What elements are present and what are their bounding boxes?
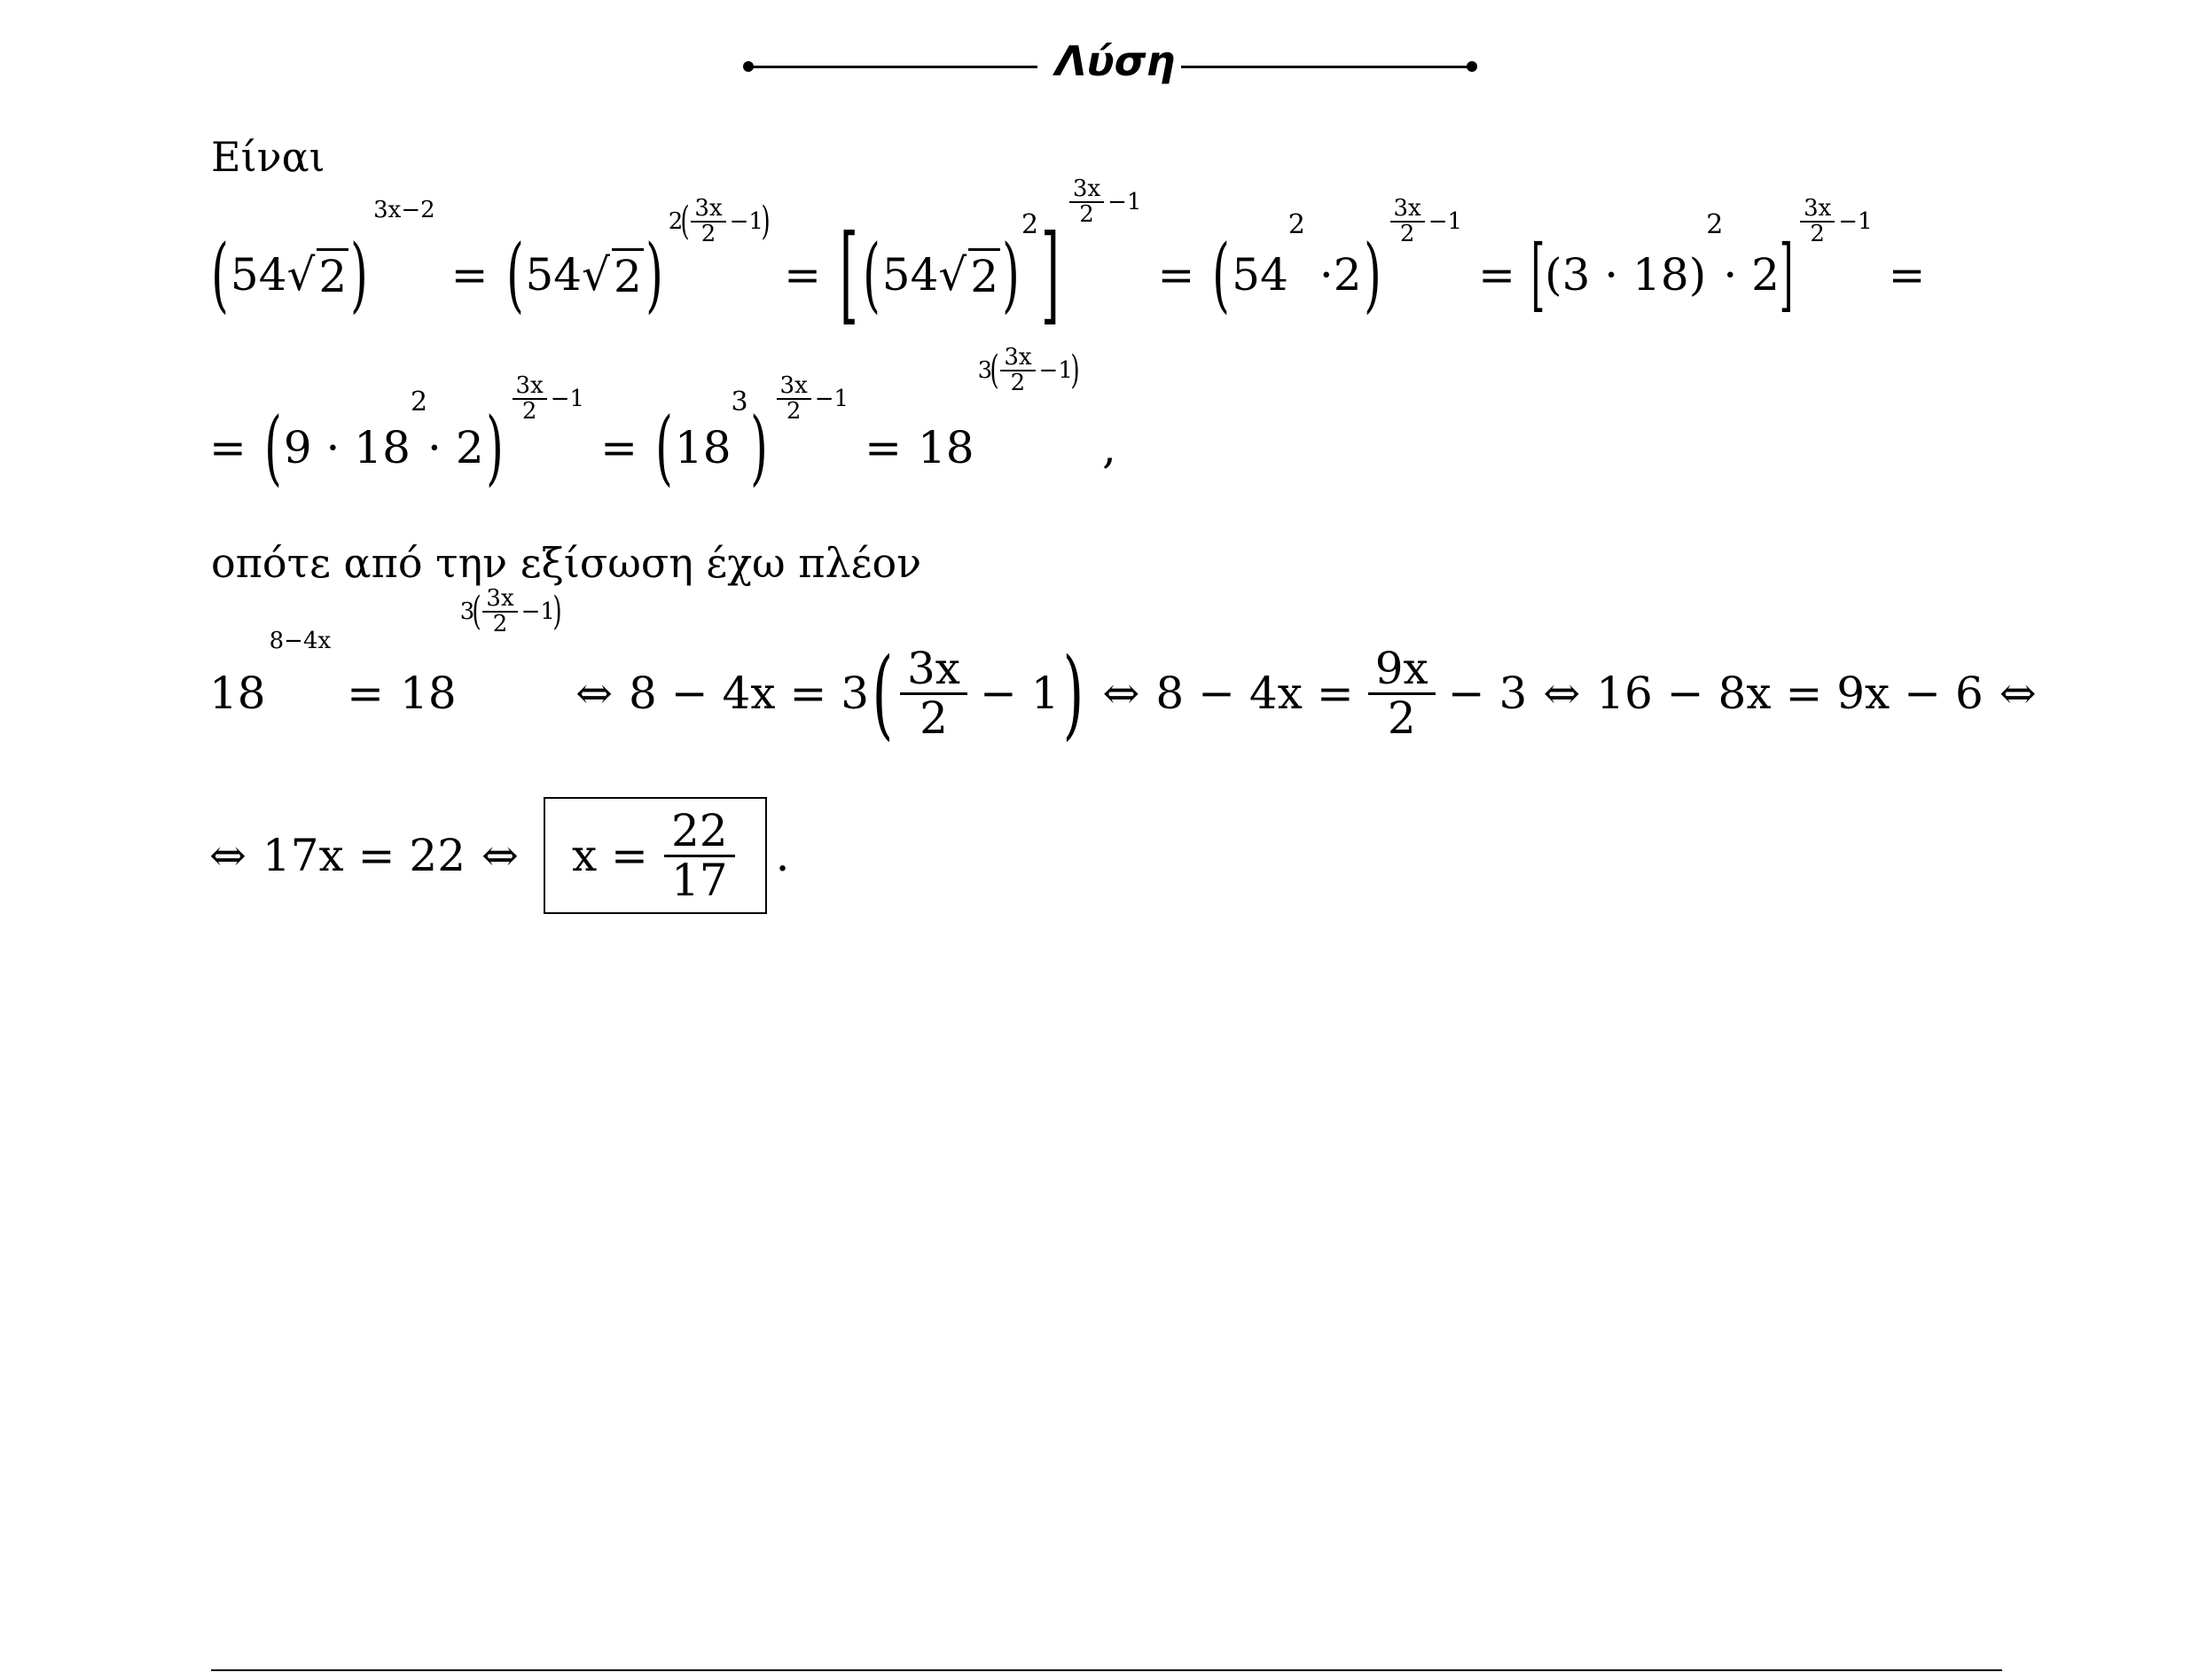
header-right-dot [1467,61,1477,72]
exponent: $\frac{3x}{2}$ −1 [1796,197,1873,247]
exponent: 3x−2 [373,197,435,223]
header-right-line [1181,66,1472,68]
exponent: $\frac{3x}{2}$ −1 [1387,197,1463,247]
header-left-line [748,66,1037,68]
intro-text: Είναι [211,133,325,181]
equation-line-3: 18 8−4x = 18 3 ( $\frac{3x}{2}$ −1 ) ⇔ 8 − 4x = 3 ( $\frac{3x}{2}$ − 1 ) ⇔ 8 − 4x = $\frac{9x}{2}$ − 3 ⇔ 16 − 8x = 9x − 6 ⇔ [209,585,2037,750]
exponent: $\frac{3x}{2}$ −1 [509,374,585,425]
exponent: 2 ( $\frac{3x}{2}$ −1 ) [668,195,771,248]
equation-line-1: ( 54 √ 2 ) 3x−2 = ( 54 √ 2 ) 2 ( $\frac{3x}{2}$ −1 ) = [ ( 54 √ 2 ) 2 ] $\frac{3x}{2}$ −1 = ( 54 2 · 2 ) $\frac{3x}{2}$ −1 = [ (3 · 18) 2 · 2 ] $\frac{3x}{2}$ −1 = [211,176,1926,336]
exponent: 3 ( $\frac{3x}{2}$ −1 ) [977,344,1080,397]
footer-rule [211,1669,2002,1671]
equation-line-4: ⇔ 17x = 22 ⇔ x = $\frac{22}{17}$ . [209,789,789,922]
exponent: 3 ( $\frac{3x}{2}$ −1 ) [459,585,562,638]
mid-text: οπότε από την εξίσωση έχω πλέον [211,539,922,587]
exponent: $\frac{3x}{2}$ −1 [1066,177,1142,228]
answer-box: x = $\frac{22}{17}$ [544,797,767,914]
exponent: $\frac{3x}{2}$ −1 [773,374,849,425]
solution-title: Λύση [1055,37,1176,85]
equation-line-2: = ( 9 · 18 2 · 2 ) $\frac{3x}{2}$ −1 = ( 18 3 ) $\frac{3x}{2}$ −1 = 18 3 ( $\frac{3x}{2}$ −1 ) , [209,344,1116,495]
